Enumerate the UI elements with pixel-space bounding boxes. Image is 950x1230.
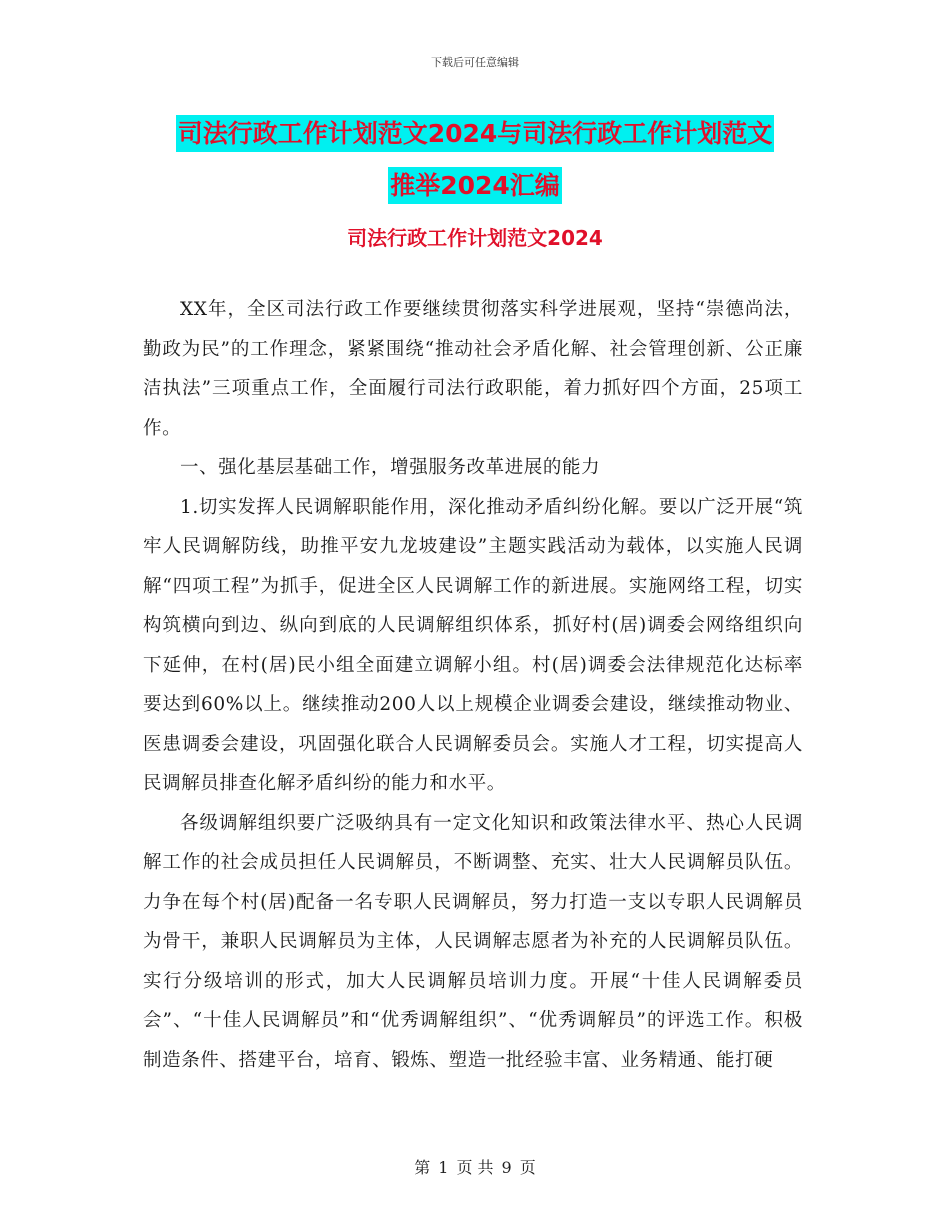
paragraph-intro: XX年，全区司法行政工作要继续贯彻落实科学进展观，坚持“崇德尚法，勤政为民”的工作理念，紧紧围绕“推动社会矛盾化解、社会管理创新、公正廉洁执法”三项重点工作，全面履行司法行政职能，着力抓好四个方面，25项工作。 xyxy=(143,299,803,439)
footer-suffix: 页 xyxy=(519,1158,536,1177)
paragraph-heading-1: 一、强化基层基础工作，增强服务改革进展的能力 xyxy=(180,457,601,478)
document-title xyxy=(0,108,950,212)
paragraph-mediators: 各级调解组织要广泛吸纳具有一定文化知识和政策法律水平、热心人民调解工作的社会成员担任人民调解员，不断调整、充实、壮大人民调解员队伍。力争在每个村(居)配备一名专职人民调解员，努力打造一支以专职人民调解员为骨干，兼职人民调解员为主体，人民调解志愿者为补充的人民调解员队伍。实行分级培训的形式，加大人民调解员培训力度。开展“十佳人民调解委员会”、“十佳人民调解员”和“优秀调解组织”、“优秀调解员”的评选工作。积极制造条件、搭建平台，培育、锻炼、塑造一批经验丰富、业务精通、能打硬 xyxy=(143,812,803,1071)
section-title: 司法行政工作计划范文2024 xyxy=(347,226,603,250)
footer-total-pages: 9 xyxy=(501,1158,512,1177)
paragraph-item-1: 1.切实发挥人民调解职能作用，深化推动矛盾纠纷化解。要以广泛开展“筑牢人民调解防线，助推平安九龙坡建设”主题实践活动为载体，以实施人民调解“四项工程”为抓手，促进全区人民调解工作的新进展。实施网络工程，切实构筑横向到边、纵向到底的人民调解组织体系，抓好村(居)调委会网络组织向下延伸，在村(居)民小组全面建立调解小组。村(居)调委会法律规范化达标率要达到60%以上。继续推动200人以上规模企业调委会建设，继续推动物业、医患调委会建设，巩固强化联合人民调解委员会。实施人才工程，切实提高人民调解员排查化解矛盾纠纷的能力和水平。 xyxy=(143,496,803,794)
title-line-1: 司法行政工作计划范文2024与司法行政工作计划范文 xyxy=(176,115,775,152)
footer-middle: 页 共 xyxy=(456,1158,494,1177)
footer-current-page: 1 xyxy=(438,1158,449,1177)
body-text xyxy=(143,290,803,1080)
page-footer xyxy=(0,1155,950,1178)
footer-prefix: 第 xyxy=(414,1158,431,1177)
header-note: 下载后可任意编辑 xyxy=(431,56,519,69)
title-line-2: 推举2024汇编 xyxy=(388,167,562,204)
